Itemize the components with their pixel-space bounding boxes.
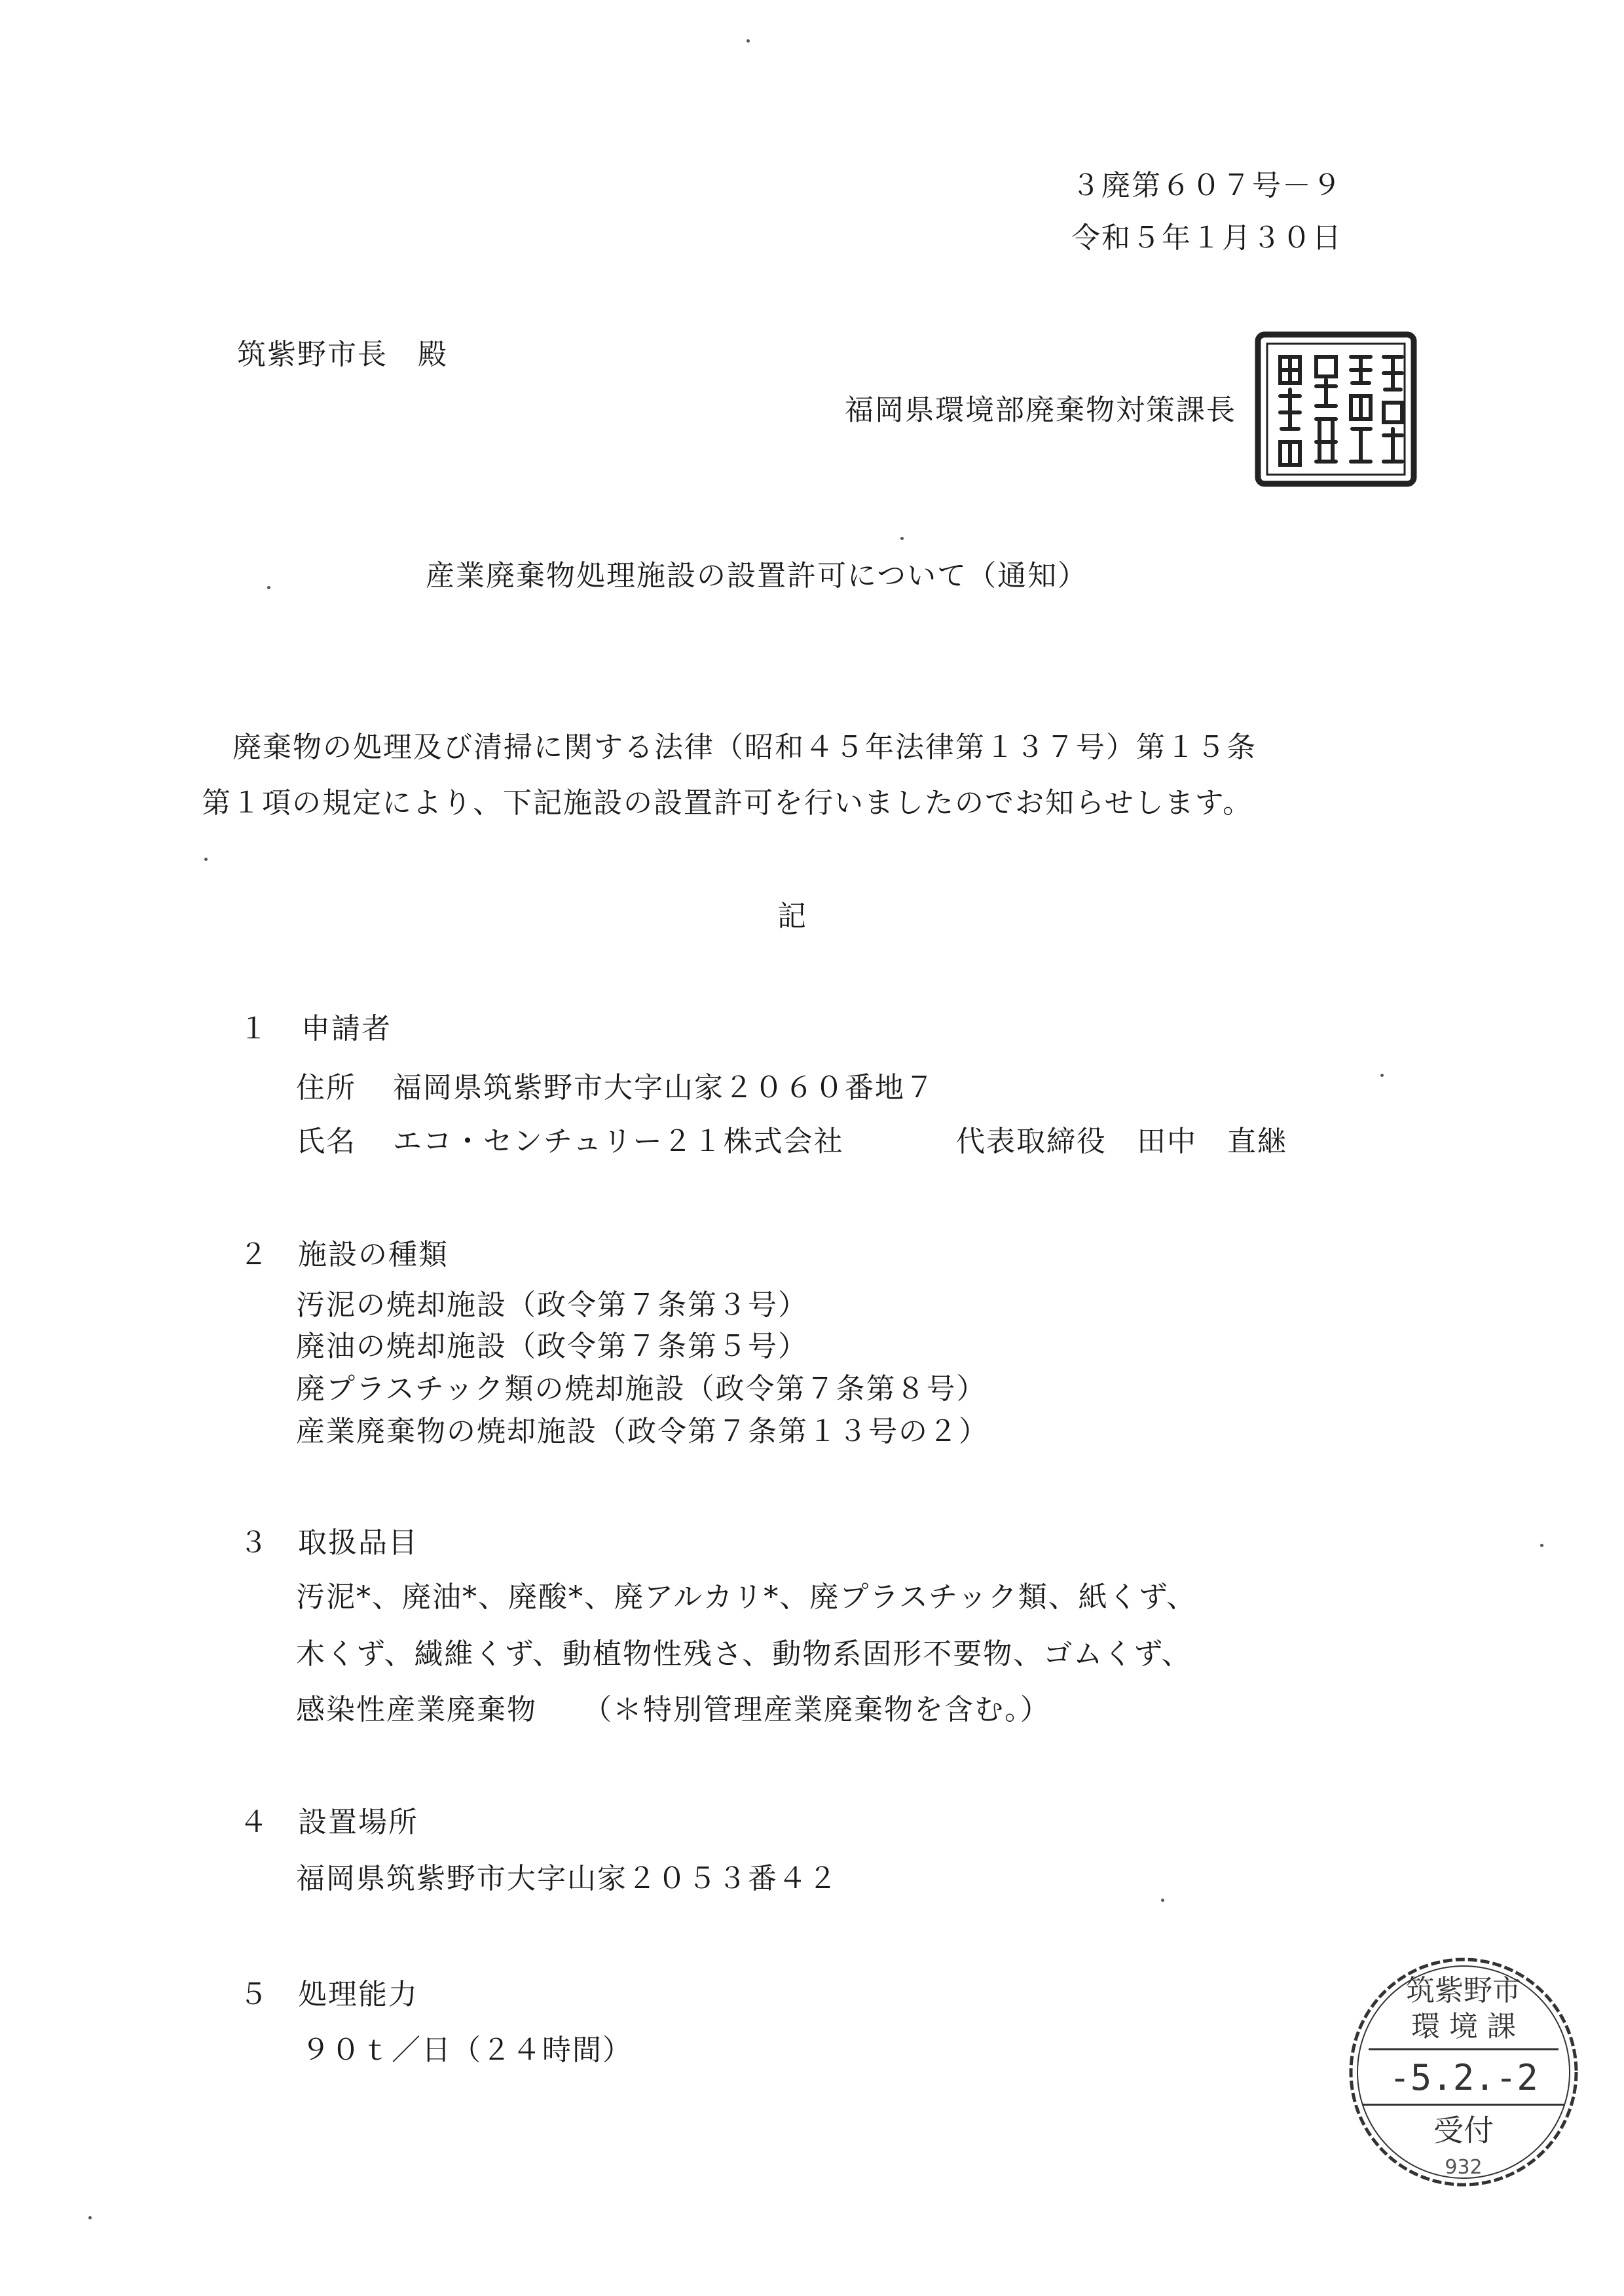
facility-type-item: 廃油の焼却施設（政令第７条第５号）	[296, 1330, 808, 1363]
section-1-heading: 申請者	[301, 1012, 392, 1046]
stamp-label: 受付	[1433, 2113, 1494, 2148]
addressee: 筑紫野市長 殿	[237, 338, 448, 371]
applicant-address-label: 住所	[296, 1071, 356, 1104]
facility-type-item: 産業廃棄物の焼却施設（政令第７条第１３号の２）	[296, 1415, 989, 1448]
scan-speck	[747, 39, 750, 43]
scan-speck	[204, 858, 208, 861]
document-number: ３廃第６０７号－９	[1071, 169, 1342, 202]
scan-speck	[1380, 1074, 1384, 1077]
section-1-number: １	[239, 1012, 269, 1046]
ki-marker: 記	[777, 900, 807, 933]
facility-type-item: 汚泥の焼却施設（政令第７条第３号）	[296, 1288, 808, 1322]
stamp-line-1: 筑紫野市	[1406, 1974, 1521, 2007]
stamp-number: 932	[1445, 2156, 1483, 2179]
handled-items-line: 汚泥*、廃油*、廃酸*、廃アルカリ*、廃プラスチック類、紙くず、	[296, 1580, 1197, 1614]
section-3-number: ３	[239, 1526, 269, 1559]
section-4-heading: 設置場所	[298, 1806, 418, 1839]
installation-location: 福岡県筑紫野市大字山家２０５３番４２	[296, 1862, 838, 1895]
body-line-2: 第１項の規定により、下記施設の設置許可を行いましたのでお知らせします。	[202, 786, 1253, 820]
body-line-1: 廃棄物の処理及び清掃に関する法律（昭和４５年法律第１３７号）第１５条	[232, 731, 1257, 764]
processing-capacity: ９０ｔ／日（２４時間）	[301, 2033, 633, 2067]
document-title: 産業廃棄物処理施設の設置許可について（通知）	[426, 559, 1088, 592]
section-5-number: ５	[239, 1978, 269, 2011]
scan-speck	[88, 2216, 92, 2219]
applicant-representative: 代表取締役 田中 直継	[956, 1125, 1287, 1158]
section-2-heading: 施設の種類	[298, 1238, 449, 1271]
official-seal	[1254, 331, 1418, 488]
stamp-date: -5.2.-2	[1389, 2057, 1538, 2098]
scan-speck	[267, 586, 270, 589]
applicant-name-label: 氏名	[296, 1125, 356, 1158]
facility-type-item: 廃プラスチック類の焼却施設（政令第７条第８号）	[296, 1372, 987, 1406]
handled-items-line: 感染性産業廃棄物 （＊特別管理産業廃棄物を含む。）	[296, 1693, 1050, 1726]
section-5-heading: 処理能力	[298, 1978, 418, 2011]
receipt-stamp	[1342, 1951, 1585, 2193]
sender: 福岡県環境部廃棄物対策課長	[845, 393, 1236, 427]
section-4-number: ４	[239, 1806, 269, 1839]
scan-speck	[1161, 1899, 1164, 1902]
applicant-name: エコ・センチュリー２１株式会社	[393, 1125, 844, 1158]
applicant-address: 福岡県筑紫野市大字山家２０６０番地７	[393, 1071, 935, 1104]
stamp-line-2: 環 境 課	[1411, 2010, 1516, 2043]
section-3-heading: 取扱品目	[298, 1526, 418, 1559]
section-2-number: ２	[239, 1238, 269, 1271]
scan-speck	[1540, 1544, 1543, 1547]
handled-items-line: 木くず、繊維くず、動植物性残さ、動物系固形不要物、ゴムくず、	[296, 1637, 1192, 1671]
document-date: 令和５年１月３０日	[1071, 221, 1342, 255]
scan-speck	[900, 537, 904, 540]
